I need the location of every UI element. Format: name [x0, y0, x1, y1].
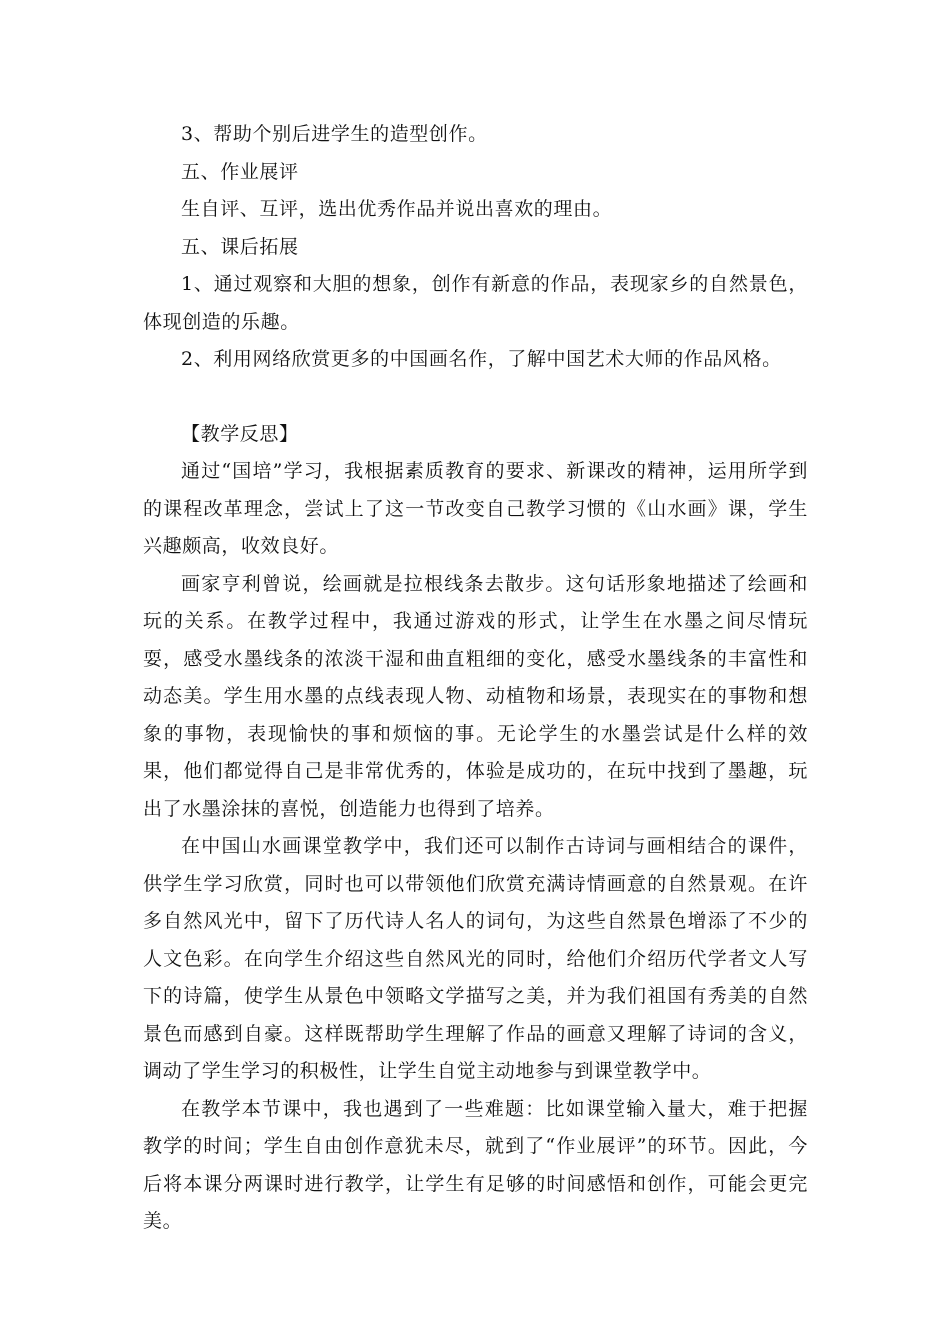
extension-item-2: 2、利用网络欣赏更多的中国画名作，了解中国艺术大师的作品风格。: [181, 348, 782, 370]
section-heading-homework-review: 五、作业展评: [181, 160, 299, 183]
section-heading-extension: 五、课后拓展: [181, 235, 299, 258]
section-spacer: [143, 379, 808, 416]
extension-item-1: 1、通过观察和大胆的想象，创作有新意的作品，表现家乡的自然景色，体现创造的乐趣。: [143, 273, 808, 333]
reflection-heading: 【教学反思】: [181, 422, 299, 445]
homework-review-text: 生自评、互评，选出优秀作品并说出喜欢的理由。: [181, 198, 613, 220]
document-body: [143, 116, 808, 1241]
reflection-paragraph-2: 画家亨利曾说，绘画就是拉根线条去散步。这句话形象地描述了绘画和玩的关系。在教学过程中，我通过游戏的形式，让学生在水墨之间尽情玩耍，感受水墨线条的浓淡干湿和曲直粗细的变化，感受水墨线条的丰富性和动态美。学生用水墨的点线表现人物、动植物和场景，表现实在的事物和想象的事物，表现愉快的事和烦恼的事。无论学生的水墨尝试是什么样的效果，他们都觉得自己是非常优秀的，体验是成功的，在玩中找到了墨趣，玩出了水墨涂抹的喜悦，创造能力也得到了培养。: [143, 572, 808, 820]
reflection-paragraph-3: 在中国山水画课堂教学中，我们还可以制作古诗词与画相结合的课件，供学生学习欣赏，同时也可以带领他们欣赏充满诗情画意的自然景观。在许多自然风光中，留下了历代诗人名人的词句，为这些自然景色增添了不少的人文色彩。在向学生介绍这些自然风光的同时，给他们介绍历代学者文人写下的诗篇，使学生从景色中领略文学描写之美，并为我们祖国有秀美的自然景色而感到自豪。这样既帮助学生理解了作品的画意又理解了诗词的含义，调动了学生学习的积极性，让学生自觉主动地参与到课堂教学中。: [143, 835, 808, 1082]
reflection-paragraph-1: 通过“国培”学习，我根据素质教育的要求、新课改的精神，运用所学到的课程改革理念，尝试上了这一节改变自己教学习惯的《山水画》课，学生兴趣颇高，收效良好。: [143, 460, 808, 557]
reflection-paragraph-4: 在教学本节课中，我也遇到了一些难题：比如课堂输入量大，难于把握教学的时间；学生自由创作意犹未尽，就到了“作业展评”的环节。因此，今后将本课分两课时进行教学，让学生有足够的时间感悟和创作，可能会更完美。: [143, 1097, 808, 1232]
step-3-text: 3、帮助个别后进学生的造型创作。: [181, 123, 488, 145]
